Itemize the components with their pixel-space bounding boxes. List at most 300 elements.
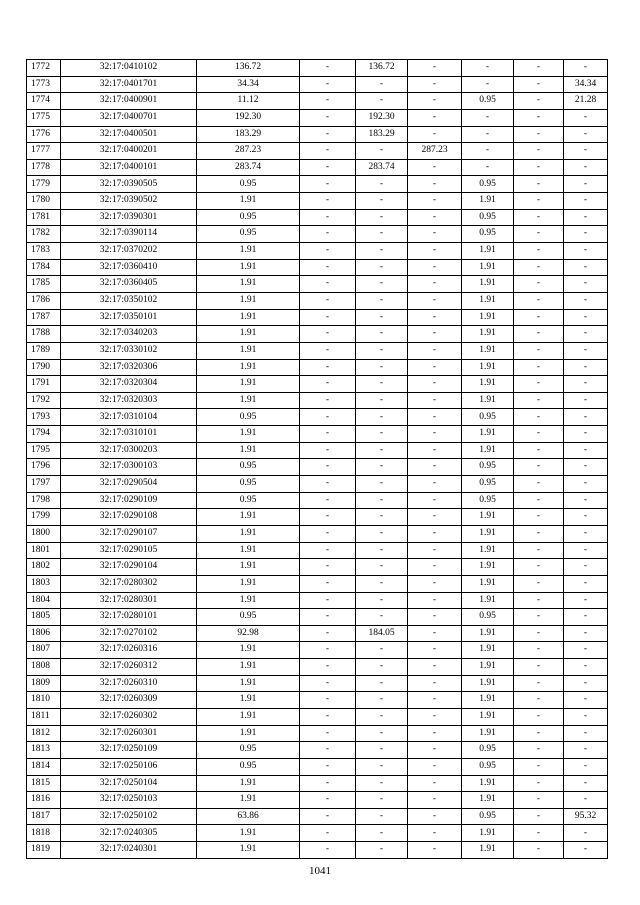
table-row bbox=[27, 675, 608, 692]
table-cell: 1.91 bbox=[197, 825, 300, 842]
table-cell: 32:17:0250109 bbox=[61, 742, 197, 759]
table-cell: - bbox=[356, 775, 408, 792]
table-cell: - bbox=[514, 592, 564, 609]
table-cell: - bbox=[300, 209, 356, 226]
table-cell: - bbox=[356, 542, 408, 559]
table-cell: - bbox=[356, 143, 408, 160]
table-cell: 0.95 bbox=[462, 476, 514, 493]
table-cell: 1798 bbox=[27, 492, 61, 509]
table-row bbox=[27, 725, 608, 742]
table-cell: 32:17:0260309 bbox=[61, 692, 197, 709]
table-cell: - bbox=[408, 842, 462, 859]
table-cell: - bbox=[300, 442, 356, 459]
table-cell: 1.91 bbox=[197, 326, 300, 343]
table-cell: 32:17:0290504 bbox=[61, 476, 197, 493]
table-cell: - bbox=[514, 609, 564, 626]
table-cell: - bbox=[408, 193, 462, 210]
table-row bbox=[27, 758, 608, 775]
table-cell: - bbox=[564, 659, 608, 676]
table-cell: 1.91 bbox=[462, 193, 514, 210]
table-cell: 1776 bbox=[27, 126, 61, 143]
table-cell: - bbox=[564, 426, 608, 443]
table-cell: - bbox=[564, 409, 608, 426]
table-cell: - bbox=[514, 376, 564, 393]
table-cell: - bbox=[564, 525, 608, 542]
table-body bbox=[27, 60, 608, 859]
table-cell: 34.34 bbox=[197, 76, 300, 93]
table-cell: - bbox=[300, 276, 356, 293]
table-cell: - bbox=[408, 542, 462, 559]
table-cell: 32:17:0290109 bbox=[61, 492, 197, 509]
table-cell: 1.91 bbox=[462, 842, 514, 859]
table-cell: - bbox=[564, 342, 608, 359]
table-cell: 32:17:0260316 bbox=[61, 642, 197, 659]
table-cell: 1.91 bbox=[462, 259, 514, 276]
table-cell: 32:17:0400701 bbox=[61, 109, 197, 126]
table-cell: - bbox=[408, 808, 462, 825]
table-cell: 21.28 bbox=[564, 93, 608, 110]
table-cell: - bbox=[408, 126, 462, 143]
table-cell: 1.91 bbox=[197, 575, 300, 592]
table-cell: - bbox=[300, 109, 356, 126]
table-cell: 1789 bbox=[27, 342, 61, 359]
table-cell: 1805 bbox=[27, 609, 61, 626]
table-cell: 1.91 bbox=[197, 193, 300, 210]
table-cell: - bbox=[300, 808, 356, 825]
table-cell: - bbox=[356, 342, 408, 359]
table-cell: 1784 bbox=[27, 259, 61, 276]
table-cell: - bbox=[300, 742, 356, 759]
table-cell: - bbox=[300, 93, 356, 110]
table-cell: - bbox=[408, 226, 462, 243]
table-cell: - bbox=[514, 226, 564, 243]
table-cell: - bbox=[300, 642, 356, 659]
table-cell: - bbox=[564, 825, 608, 842]
table-cell: 1.91 bbox=[197, 426, 300, 443]
table-cell: 1791 bbox=[27, 376, 61, 393]
table-cell: - bbox=[356, 326, 408, 343]
table-cell: - bbox=[408, 243, 462, 260]
table-row bbox=[27, 792, 608, 809]
table-cell: 32:17:0320306 bbox=[61, 359, 197, 376]
table-cell: - bbox=[514, 193, 564, 210]
table-row bbox=[27, 525, 608, 542]
table-cell: - bbox=[564, 559, 608, 576]
table-cell: 32:17:0290105 bbox=[61, 542, 197, 559]
table-cell: 1775 bbox=[27, 109, 61, 126]
table-cell: 0.95 bbox=[197, 492, 300, 509]
table-cell: 1782 bbox=[27, 226, 61, 243]
table-cell: 1.91 bbox=[462, 426, 514, 443]
table-cell: 32:17:0290108 bbox=[61, 509, 197, 526]
table-cell: 1.91 bbox=[197, 775, 300, 792]
table-cell: - bbox=[300, 692, 356, 709]
table-cell: - bbox=[564, 542, 608, 559]
table-cell: 32:17:0320303 bbox=[61, 392, 197, 409]
table-cell: - bbox=[564, 276, 608, 293]
table-cell: - bbox=[300, 359, 356, 376]
table-row bbox=[27, 825, 608, 842]
table-cell: - bbox=[514, 60, 564, 77]
table-cell: - bbox=[408, 659, 462, 676]
table-cell: - bbox=[356, 742, 408, 759]
table-cell: - bbox=[356, 642, 408, 659]
table-cell: 0.95 bbox=[462, 758, 514, 775]
table-cell: - bbox=[356, 442, 408, 459]
table-cell: - bbox=[408, 60, 462, 77]
table-cell: - bbox=[300, 825, 356, 842]
table-cell: - bbox=[300, 492, 356, 509]
table-row bbox=[27, 392, 608, 409]
table-row bbox=[27, 476, 608, 493]
table-cell: - bbox=[408, 442, 462, 459]
table-row bbox=[27, 625, 608, 642]
table-cell: 1.91 bbox=[197, 725, 300, 742]
table-cell: 1.91 bbox=[462, 675, 514, 692]
table-cell: - bbox=[300, 309, 356, 326]
table-cell: - bbox=[300, 476, 356, 493]
table-cell: 1.91 bbox=[462, 326, 514, 343]
table-cell: - bbox=[462, 60, 514, 77]
table-cell: - bbox=[300, 842, 356, 859]
table-cell: - bbox=[514, 409, 564, 426]
table-cell: - bbox=[356, 93, 408, 110]
table-cell: - bbox=[356, 525, 408, 542]
table-cell: 32:17:0260312 bbox=[61, 659, 197, 676]
table-cell: 32:17:0370202 bbox=[61, 243, 197, 260]
table-row bbox=[27, 259, 608, 276]
table-cell: - bbox=[300, 575, 356, 592]
table-cell: 32:17:0400901 bbox=[61, 93, 197, 110]
table-cell: - bbox=[564, 292, 608, 309]
table-cell: 32:17:0280101 bbox=[61, 609, 197, 626]
table-cell: - bbox=[514, 243, 564, 260]
table-cell: - bbox=[514, 509, 564, 526]
table-cell: 32:17:0300203 bbox=[61, 442, 197, 459]
table-cell: 1.91 bbox=[462, 792, 514, 809]
table-cell: - bbox=[408, 326, 462, 343]
table-cell: - bbox=[408, 426, 462, 443]
table-cell: - bbox=[356, 575, 408, 592]
table-row bbox=[27, 642, 608, 659]
table-cell: 1807 bbox=[27, 642, 61, 659]
table-cell: - bbox=[564, 126, 608, 143]
table-cell: - bbox=[300, 376, 356, 393]
table-cell: 1.91 bbox=[197, 342, 300, 359]
table-cell: - bbox=[300, 392, 356, 409]
table-cell: 1810 bbox=[27, 692, 61, 709]
table-cell: - bbox=[564, 792, 608, 809]
table-cell: - bbox=[514, 775, 564, 792]
table-cell: 1.91 bbox=[197, 792, 300, 809]
table-cell: - bbox=[300, 409, 356, 426]
table-cell: - bbox=[300, 559, 356, 576]
table-cell: - bbox=[300, 326, 356, 343]
table-cell: 0.95 bbox=[197, 176, 300, 193]
table-cell: 32:17:0270102 bbox=[61, 625, 197, 642]
table-cell: 1.91 bbox=[197, 292, 300, 309]
table-cell: 1.91 bbox=[462, 309, 514, 326]
table-cell: 1.91 bbox=[462, 342, 514, 359]
table-cell: - bbox=[514, 259, 564, 276]
table-cell: - bbox=[564, 642, 608, 659]
table-cell: 283.74 bbox=[356, 159, 408, 176]
table-cell: - bbox=[300, 243, 356, 260]
table-cell: - bbox=[356, 226, 408, 243]
table-cell: 1802 bbox=[27, 559, 61, 576]
table-cell: 32:17:0280302 bbox=[61, 575, 197, 592]
table-row bbox=[27, 575, 608, 592]
table-cell: - bbox=[564, 775, 608, 792]
table-cell: 1803 bbox=[27, 575, 61, 592]
table-cell: 0.95 bbox=[462, 609, 514, 626]
table-cell: - bbox=[300, 159, 356, 176]
table-cell: - bbox=[356, 376, 408, 393]
table-cell: 1785 bbox=[27, 276, 61, 293]
table-cell: 1.91 bbox=[197, 243, 300, 260]
table-cell: - bbox=[564, 725, 608, 742]
table-cell: 1.91 bbox=[462, 442, 514, 459]
table-cell: 32:17:0290104 bbox=[61, 559, 197, 576]
table-cell: 1814 bbox=[27, 758, 61, 775]
table-cell: - bbox=[356, 808, 408, 825]
table-cell: - bbox=[462, 143, 514, 160]
table-cell: - bbox=[514, 176, 564, 193]
table-cell: - bbox=[514, 625, 564, 642]
table-cell: 0.95 bbox=[462, 459, 514, 476]
table-cell: 0.95 bbox=[197, 226, 300, 243]
table-cell: 1.91 bbox=[462, 243, 514, 260]
table-cell: 0.95 bbox=[197, 459, 300, 476]
table-cell: - bbox=[300, 792, 356, 809]
table-cell: - bbox=[408, 176, 462, 193]
table-cell: 1.91 bbox=[197, 642, 300, 659]
table-cell: 1787 bbox=[27, 309, 61, 326]
table-cell: 1.91 bbox=[197, 376, 300, 393]
table-cell: 1.91 bbox=[462, 725, 514, 742]
table-cell: - bbox=[514, 209, 564, 226]
table-row bbox=[27, 309, 608, 326]
table-cell: 1799 bbox=[27, 509, 61, 526]
table-cell: 1.91 bbox=[197, 659, 300, 676]
table-cell: - bbox=[356, 792, 408, 809]
table-row bbox=[27, 60, 608, 77]
table-row bbox=[27, 126, 608, 143]
table-cell: - bbox=[356, 193, 408, 210]
table-cell: - bbox=[564, 692, 608, 709]
table-cell: 32:17:0250104 bbox=[61, 775, 197, 792]
table-cell: 1.91 bbox=[197, 542, 300, 559]
table-cell: - bbox=[356, 692, 408, 709]
table-cell: 32:17:0260310 bbox=[61, 675, 197, 692]
table-cell: - bbox=[356, 492, 408, 509]
table-row bbox=[27, 442, 608, 459]
table-cell: 192.30 bbox=[356, 109, 408, 126]
table-row bbox=[27, 742, 608, 759]
table-cell: - bbox=[514, 159, 564, 176]
table-cell: 0.95 bbox=[197, 209, 300, 226]
table-cell: - bbox=[300, 542, 356, 559]
table-cell: - bbox=[514, 492, 564, 509]
table-cell: 1790 bbox=[27, 359, 61, 376]
table-cell: - bbox=[300, 193, 356, 210]
table-cell: - bbox=[300, 509, 356, 526]
table-cell: 1.91 bbox=[197, 259, 300, 276]
table-cell: 1.91 bbox=[462, 659, 514, 676]
table-cell: 1.91 bbox=[462, 692, 514, 709]
table-cell: - bbox=[462, 159, 514, 176]
table-cell: - bbox=[300, 76, 356, 93]
table-cell: - bbox=[356, 259, 408, 276]
table-cell: 1.91 bbox=[462, 559, 514, 576]
table-cell: 63.86 bbox=[197, 808, 300, 825]
table-cell: - bbox=[408, 525, 462, 542]
table-cell: - bbox=[300, 459, 356, 476]
table-row bbox=[27, 559, 608, 576]
table-cell: - bbox=[356, 758, 408, 775]
table-cell: 287.23 bbox=[197, 143, 300, 160]
table-cell: - bbox=[514, 808, 564, 825]
table-cell: 1.91 bbox=[462, 359, 514, 376]
table-cell: - bbox=[356, 842, 408, 859]
table-cell: 95.32 bbox=[564, 808, 608, 825]
table-cell: - bbox=[356, 459, 408, 476]
table-cell: - bbox=[408, 476, 462, 493]
table-cell: - bbox=[462, 76, 514, 93]
table-cell: - bbox=[300, 143, 356, 160]
table-row bbox=[27, 159, 608, 176]
table-cell: 32:17:0400101 bbox=[61, 159, 197, 176]
table-cell: 1.91 bbox=[462, 392, 514, 409]
table-cell: 1.91 bbox=[462, 575, 514, 592]
table-cell: 1780 bbox=[27, 193, 61, 210]
table-cell: - bbox=[564, 176, 608, 193]
table-cell: - bbox=[300, 292, 356, 309]
table-cell: - bbox=[408, 159, 462, 176]
table-cell: 32:17:0340203 bbox=[61, 326, 197, 343]
table-cell: - bbox=[408, 309, 462, 326]
table-cell: - bbox=[514, 342, 564, 359]
table-cell: - bbox=[408, 825, 462, 842]
table-cell: 11.12 bbox=[197, 93, 300, 110]
table-cell: - bbox=[408, 742, 462, 759]
table-row bbox=[27, 775, 608, 792]
table-cell: 0.95 bbox=[197, 476, 300, 493]
table-cell: 1793 bbox=[27, 409, 61, 426]
table-cell: 1.91 bbox=[462, 775, 514, 792]
table-cell: - bbox=[356, 309, 408, 326]
table-cell: - bbox=[514, 93, 564, 110]
table-cell: - bbox=[564, 758, 608, 775]
table-cell: - bbox=[564, 476, 608, 493]
table-cell: - bbox=[408, 675, 462, 692]
table-cell: 32:17:0280301 bbox=[61, 592, 197, 609]
table-cell: - bbox=[300, 592, 356, 609]
table-cell: - bbox=[514, 392, 564, 409]
table-cell: - bbox=[408, 492, 462, 509]
table-cell: 283.74 bbox=[197, 159, 300, 176]
table-cell: - bbox=[408, 509, 462, 526]
table-row bbox=[27, 659, 608, 676]
table-cell: - bbox=[300, 126, 356, 143]
table-cell: - bbox=[514, 276, 564, 293]
table-cell: 1777 bbox=[27, 143, 61, 160]
table-row bbox=[27, 409, 608, 426]
table-cell: 1788 bbox=[27, 326, 61, 343]
table-cell: - bbox=[564, 742, 608, 759]
table-cell: 32:17:0350101 bbox=[61, 309, 197, 326]
data-table bbox=[26, 59, 608, 859]
table-cell: - bbox=[514, 758, 564, 775]
table-cell: - bbox=[564, 159, 608, 176]
table-cell: - bbox=[564, 492, 608, 509]
table-row bbox=[27, 143, 608, 160]
table-cell: - bbox=[408, 758, 462, 775]
table-cell: 1.91 bbox=[462, 292, 514, 309]
table-cell: 1801 bbox=[27, 542, 61, 559]
table-row bbox=[27, 509, 608, 526]
table-cell: - bbox=[564, 193, 608, 210]
table-cell: - bbox=[564, 243, 608, 260]
table-cell: 184.05 bbox=[356, 625, 408, 642]
table-row bbox=[27, 708, 608, 725]
table-cell: - bbox=[514, 525, 564, 542]
table-cell: 32:17:0390502 bbox=[61, 193, 197, 210]
table-cell: - bbox=[300, 176, 356, 193]
table-cell: 32:17:0410102 bbox=[61, 60, 197, 77]
table-cell: - bbox=[564, 209, 608, 226]
table-row bbox=[27, 276, 608, 293]
table-cell: 32:17:0360410 bbox=[61, 259, 197, 276]
table-cell: - bbox=[514, 659, 564, 676]
table-cell: 1819 bbox=[27, 842, 61, 859]
table-row bbox=[27, 176, 608, 193]
table-cell: 1.91 bbox=[197, 692, 300, 709]
table-cell: 0.95 bbox=[462, 742, 514, 759]
table-cell: - bbox=[564, 509, 608, 526]
table-cell: - bbox=[356, 708, 408, 725]
table-cell: - bbox=[356, 76, 408, 93]
table-cell: 32:17:0290107 bbox=[61, 525, 197, 542]
table-cell: 0.95 bbox=[462, 176, 514, 193]
table-cell: - bbox=[564, 259, 608, 276]
table-row bbox=[27, 542, 608, 559]
table-cell: - bbox=[564, 609, 608, 626]
table-cell: - bbox=[356, 675, 408, 692]
table-cell: 1.91 bbox=[197, 309, 300, 326]
table-row bbox=[27, 342, 608, 359]
table-cell: - bbox=[300, 426, 356, 443]
table-cell: 1811 bbox=[27, 708, 61, 725]
table-cell: - bbox=[564, 60, 608, 77]
table-row bbox=[27, 609, 608, 626]
table-cell: - bbox=[514, 326, 564, 343]
table-cell: 1797 bbox=[27, 476, 61, 493]
table-row bbox=[27, 426, 608, 443]
table-cell: 1.91 bbox=[197, 509, 300, 526]
table-cell: 32:17:0360405 bbox=[61, 276, 197, 293]
table-cell: 1.91 bbox=[197, 708, 300, 725]
table-cell: 32:17:0400501 bbox=[61, 126, 197, 143]
table-cell: - bbox=[514, 359, 564, 376]
table-cell: 1.91 bbox=[462, 642, 514, 659]
table-cell: 1.91 bbox=[197, 592, 300, 609]
table-cell: - bbox=[564, 392, 608, 409]
table-cell: 1.91 bbox=[197, 442, 300, 459]
table-cell: 32:17:0310101 bbox=[61, 426, 197, 443]
table-cell: - bbox=[300, 675, 356, 692]
table-cell: - bbox=[408, 342, 462, 359]
